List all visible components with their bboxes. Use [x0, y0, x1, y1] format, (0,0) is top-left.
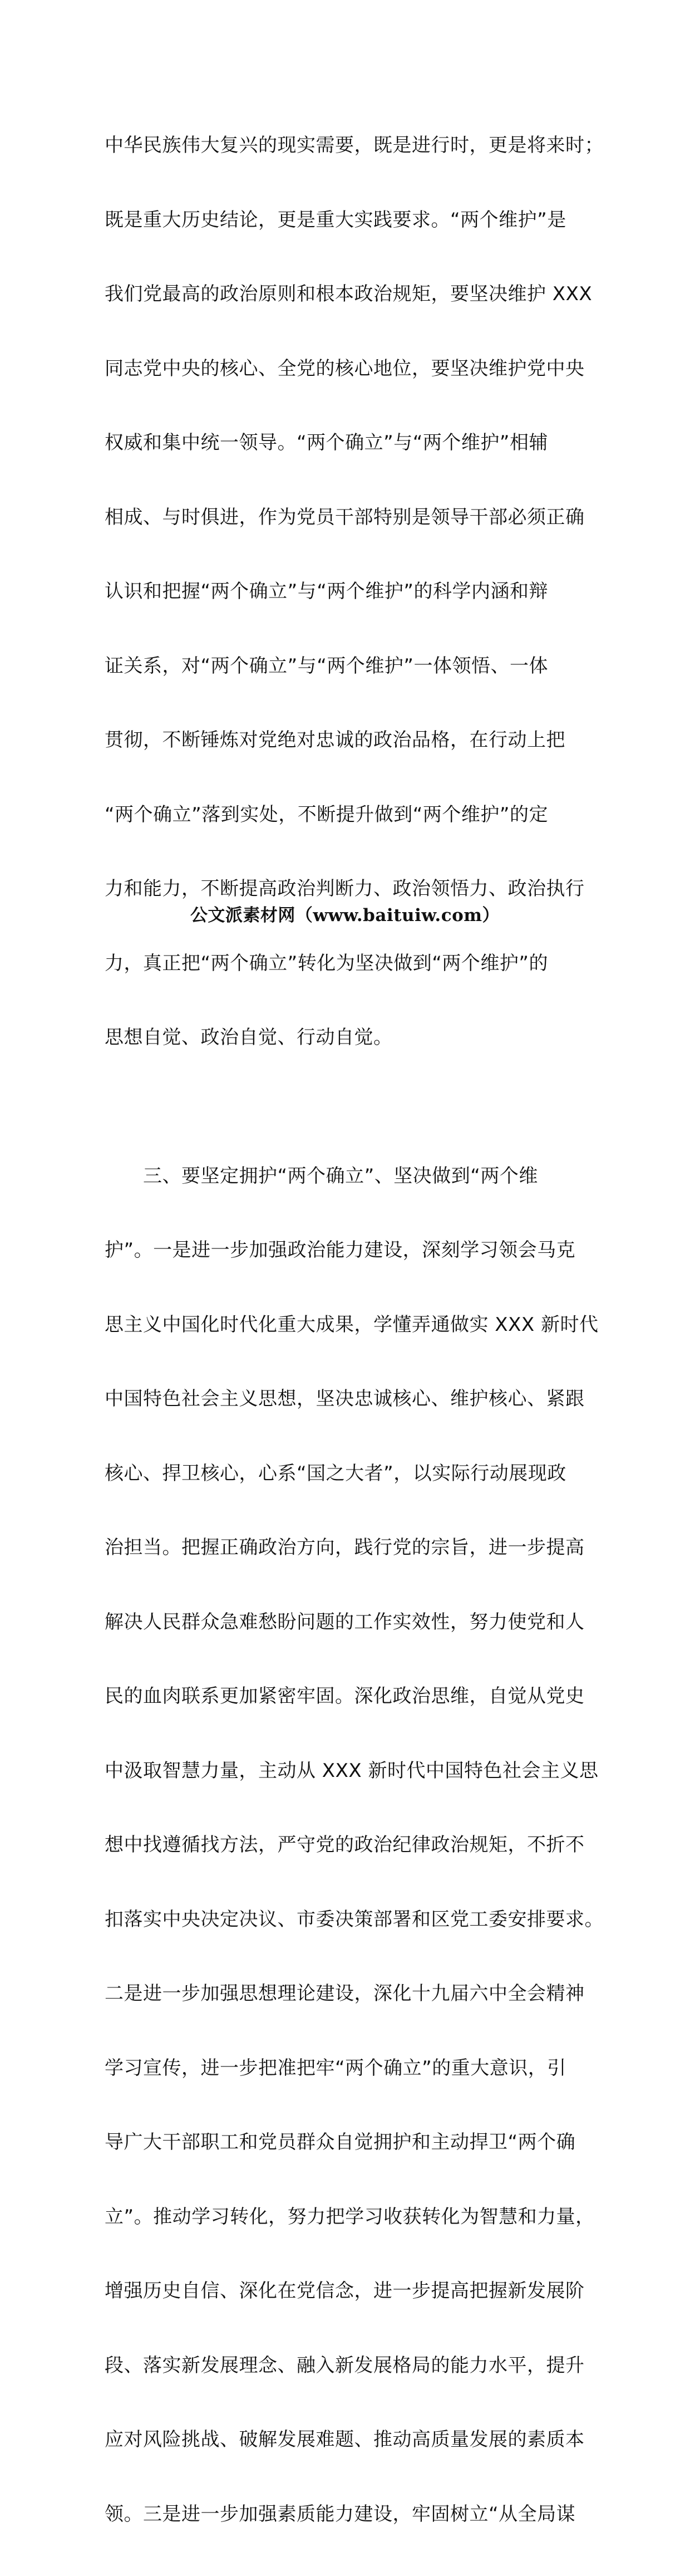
text-line: 想中找遵循找方法，严守党的政治纪律政治规矩，不折不: [105, 1833, 589, 1858]
text-line: 民的血肉联系更加紧密牢固。深化政治思维，自觉从党史: [105, 1684, 589, 1709]
text-line: 认识和把握“两个确立”与“两个维护”的科学内涵和辩: [105, 579, 589, 604]
body-text: [105, 84, 589, 2576]
text-line: 扣落实中央决定决议、市委决策部署和区党工委安排要求。: [105, 1907, 589, 1932]
text-line: 治担当。把握正确政治方向，践行党的宗旨，进一步提高: [105, 1535, 589, 1560]
document-page: [0, 0, 690, 977]
text-line: 中汲取智慧力量，主动从 XXX 新时代中国特色社会主义思: [105, 1759, 589, 1784]
text-line: 增强历史自信、深化在党信念，进一步提高把握新发展阶: [105, 2279, 589, 2304]
text-line: 我们党最高的政治原则和根本政治规矩，要坚决维护 XXX: [105, 282, 589, 307]
text-line: 核心、捍卫核心，心系“国之大者”，以实际行动展现政: [105, 1461, 589, 1486]
text-line: 证关系，对“两个确立”与“两个维护”一体领悟、一体: [105, 654, 589, 679]
text-line: 同志党中央的核心、全党的核心地位，要坚决维护党中央: [105, 356, 589, 381]
text-line: 力，真正把“两个确立”转化为坚决做到“两个维护”的: [105, 951, 589, 976]
text-line: 权威和集中统一领导。“两个确立”与“两个维护”相辅: [105, 430, 589, 456]
text-line: “两个确立”落到实处，不断提升做到“两个维护”的定: [105, 802, 589, 827]
text-line: 贯彻，不断锤炼对党绝对忠诚的政治品格，在行动上把: [105, 728, 589, 753]
text-line: 相成、与时俱进，作为党员干部特别是领导干部必须正确: [105, 505, 589, 530]
text-line: 解决人民群众急难愁盼问题的工作实效性，努力使党和人: [105, 1610, 589, 1635]
text-line: 中华民族伟大复兴的现实需要，既是进行时，更是将来时；: [105, 133, 589, 158]
text-line: 段、落实新发展理念、融入新发展格局的能力水平，提升: [105, 2353, 589, 2378]
text-line: 导广大干部职工和党员群众自觉拥护和主动捍卫“两个确: [105, 2130, 589, 2155]
text-line: 学习宣传，进一步把准把牢“两个确立”的重大意识，引: [105, 2056, 589, 2081]
text-line: 立”。推动学习转化，努力把学习收获转化为智慧和力量，: [105, 2205, 589, 2230]
text-line: 既是重大历史结论，更是重大实践要求。“两个维护”是: [105, 208, 589, 233]
text-line: 思想自觉、政治自觉、行动自觉。: [105, 1025, 589, 1050]
text-line: 二是进一步加强思想理论建设，深化十九届六中全会精神: [105, 1981, 589, 2006]
text-line: 三、要坚定拥护“两个确立”、坚决做到“两个维: [105, 1164, 589, 1189]
text-line: 护”。一是进一步加强政治能力建设，深刻学习领会马克: [105, 1238, 589, 1263]
text-line: 思主义中国化时代化重大成果，学懂弄通做实 XXX 新时代: [105, 1313, 589, 1338]
text-line: 中国特色社会主义思想，坚决忠诚核心、维护核心、紧跟: [105, 1387, 589, 1412]
paragraph-2: [105, 1114, 589, 2576]
text-line: 力和能力，不断提高政治判断力、政治领悟力、政治执行: [105, 876, 589, 902]
text-line: 应对风险挑战、破解发展难题、推动高质量发展的素质本: [105, 2427, 589, 2452]
footer-watermark-text: 公文派素材网（www.baituiw.com）: [0, 901, 690, 926]
paragraph-1: [105, 84, 589, 1100]
text-line: 领。三是进一步加强素质能力建设，牢固树立“从全局谋: [105, 2502, 589, 2527]
